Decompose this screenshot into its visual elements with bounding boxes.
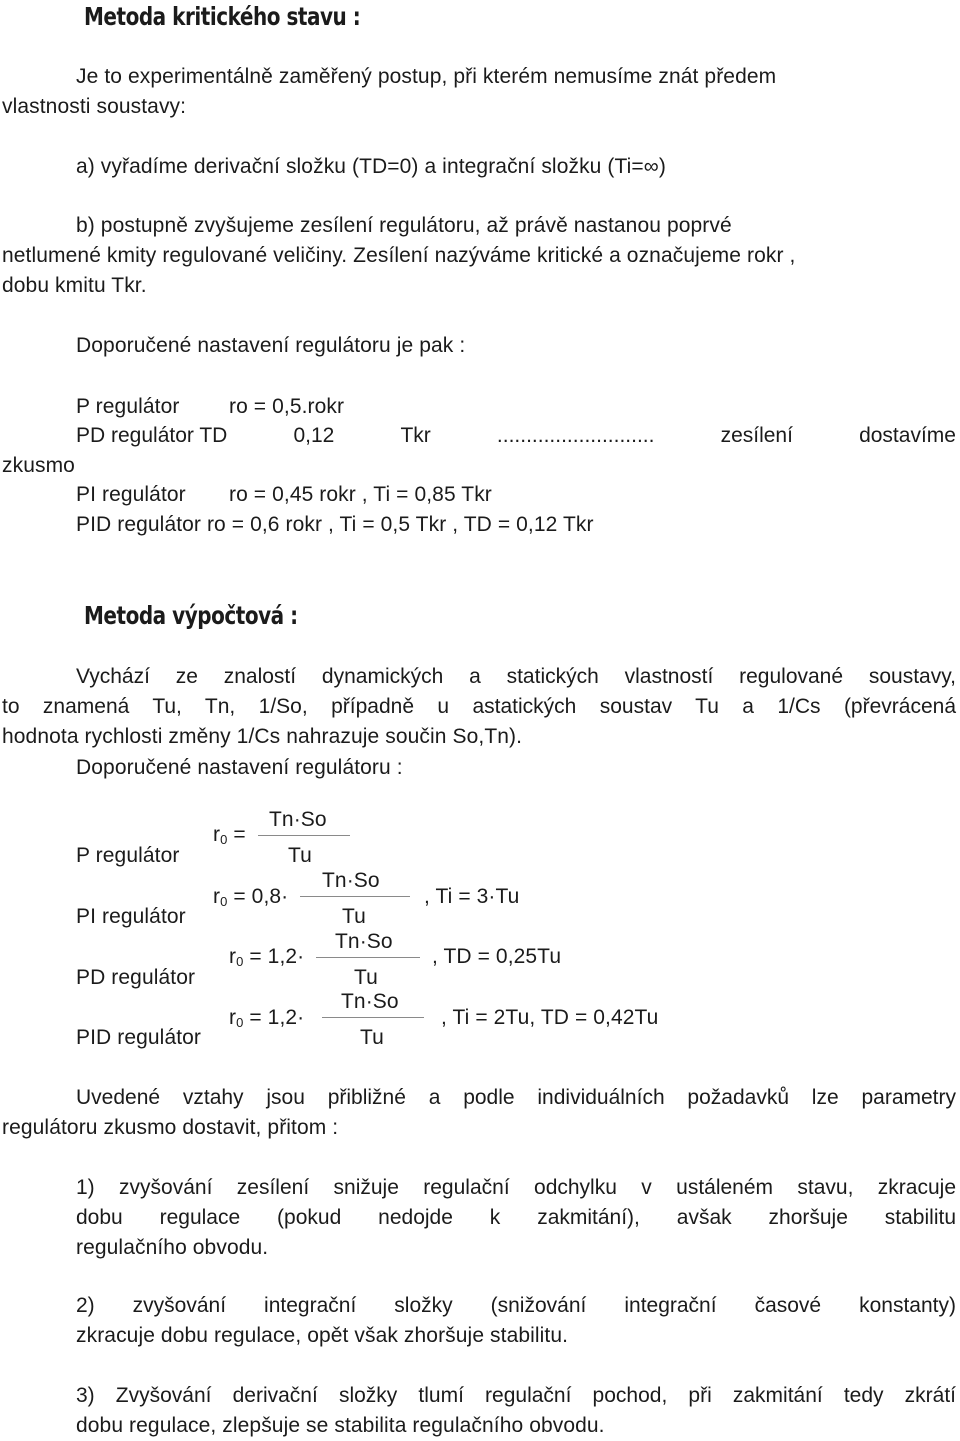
pi-formula-numerator: Tn·So bbox=[322, 869, 380, 892]
p-regulator-value: ro = 0,5.rokr bbox=[229, 395, 345, 418]
step-b-line-1: b) postupně zvyšujeme zesílení regulátoru, až právě nastanou poprvé bbox=[76, 214, 732, 237]
section-title-computational: Metoda výpočtová : bbox=[84, 601, 298, 630]
pi-formula-extra: , Ti = 3·Tu bbox=[424, 885, 520, 908]
step-b-line-3: dobu kmitu Tkr. bbox=[2, 274, 147, 297]
p-formula-fraction-bar bbox=[258, 835, 350, 836]
note-line-1: Uvedené vztahy jsou přibližné a podle individuálních požadavků lze parametry bbox=[76, 1086, 956, 1109]
pid-formula-numerator: Tn·So bbox=[341, 990, 399, 1013]
pid-formula-denominator: Tu bbox=[360, 1026, 384, 1049]
pd-regulator-formula-label: PD regulátor bbox=[76, 966, 196, 989]
pd-regulator-text-c: Tkr bbox=[400, 424, 431, 447]
pi-regulator-formula-label: PI regulátor bbox=[76, 905, 186, 928]
p-formula-numerator: Tn·So bbox=[269, 808, 327, 831]
pid-regulator-formula-label: PID regulátor bbox=[76, 1026, 202, 1049]
pd-formula-fraction-bar bbox=[316, 957, 420, 958]
computational-para-line-2: to znamená Tu, Tn, 1/So, případně u astatických soustav Tu a 1/Cs (převrácená bbox=[2, 695, 956, 718]
pi-formula-lhs: r0 = 0,8· bbox=[213, 885, 289, 909]
pd-formula-extra: , TD = 0,25Tu bbox=[432, 945, 562, 968]
pi-regulator-value: ro = 0,45 rokr , Ti = 0,85 Tkr bbox=[229, 483, 492, 506]
recommended-settings-2: Doporučené nastavení regulátoru : bbox=[76, 756, 403, 779]
computational-para-line-3: hodnota rychlosti změny 1/Cs nahrazuje součin So,Tn). bbox=[2, 725, 523, 748]
pd-formula-lhs: r0 = 1,2· bbox=[229, 945, 305, 969]
recommended-settings-1: Doporučené nastavení regulátoru je pak : bbox=[76, 334, 466, 357]
item-3-line-1: 3) Zvyšování derivační složky tlumí regulační pochod, při zakmitání tedy zkrátí bbox=[76, 1384, 956, 1407]
pd-regulator-text-f: dostavíme bbox=[859, 424, 956, 447]
pd-regulator-text-e: zesílení bbox=[720, 424, 793, 447]
item-1-line-2: dobu regulace (pokud nedojde k zakmitání), avšak zhoršuje stabilitu bbox=[76, 1206, 956, 1229]
step-a: a) vyřadíme derivační složku (TD=0) a integrační složku (Ti=∞) bbox=[76, 155, 666, 178]
pd-regulator-text-a: PD regulátor TD bbox=[76, 424, 228, 447]
computational-para-line-1: Vychází ze znalostí dynamických a statických vlastností regulované soustavy, bbox=[76, 665, 956, 688]
pi-formula-denominator: Tu bbox=[342, 905, 366, 928]
section-title-critical-state: Metoda kritického stavu : bbox=[84, 2, 361, 31]
intro-line-2: vlastnosti soustavy: bbox=[2, 95, 187, 118]
item-3-line-2: dobu regulace, zlepšuje se stabilita regulačního obvodu. bbox=[76, 1414, 605, 1437]
item-2-line-2: zkracuje dobu regulace, opět však zhoršuje stabilitu. bbox=[76, 1324, 569, 1347]
note-line-2: regulátoru zkusmo dostavit, přitom : bbox=[2, 1116, 339, 1139]
pd-regulator-line-2: zkusmo bbox=[2, 454, 75, 477]
pd-regulator-line bbox=[76, 421, 956, 451]
pi-regulator-label: PI regulátor bbox=[76, 483, 186, 506]
pid-regulator-line: PID regulátor ro = 0,6 rokr , Ti = 0,5 Tkr , TD = 0,12 Tkr bbox=[76, 513, 594, 536]
p-formula-lhs: r0 = bbox=[213, 823, 246, 847]
item-1-line-1: 1) zvyšování zesílení snižuje regulační odchylku v ustáleném stavu, zkracuje bbox=[76, 1176, 956, 1199]
pd-regulator-dots: ........................... bbox=[496, 424, 655, 447]
pid-formula-lhs: r0 = 1,2· bbox=[229, 1006, 305, 1030]
pi-formula-fraction-bar bbox=[300, 896, 410, 897]
p-formula-denominator: Tu bbox=[288, 844, 312, 867]
pd-formula-denominator: Tu bbox=[354, 966, 378, 989]
pd-formula-numerator: Tn·So bbox=[335, 930, 393, 953]
pid-formula-extra: , Ti = 2Tu, TD = 0,42Tu bbox=[441, 1006, 659, 1029]
item-2-line-1: 2) zvyšování integrační složky (snižování integrační časové konstanty) bbox=[76, 1294, 956, 1317]
pid-formula-fraction-bar bbox=[322, 1017, 424, 1018]
p-regulator-label: P regulátor bbox=[76, 395, 180, 418]
pd-regulator-text-b: 0,12 bbox=[293, 424, 335, 447]
intro-line-1: Je to experimentálně zaměřený postup, při kterém nemusíme znát předem bbox=[76, 65, 777, 88]
p-regulator-formula-label: P regulátor bbox=[76, 844, 180, 867]
step-b-line-2: netlumené kmity regulované veličiny. Zesílení nazýváme kritické a označujeme rokr , bbox=[2, 244, 796, 267]
item-1-line-3: regulačního obvodu. bbox=[76, 1236, 269, 1259]
